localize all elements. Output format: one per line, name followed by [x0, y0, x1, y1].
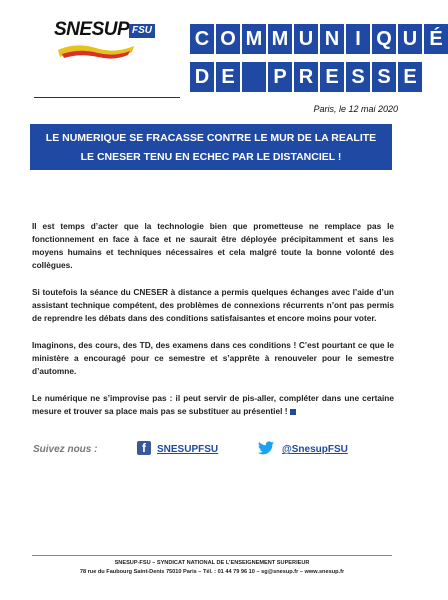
press-body: [32, 220, 394, 432]
logo-text: SNESUP: [54, 19, 130, 40]
end-square-icon: [290, 409, 296, 415]
letter-box: D: [190, 62, 214, 92]
paragraph-4-text: Le numérique ne s’improvise pas : il peut servir de pis-aller, compléter dans une certaine mesure et trouver sa place mais pas se substituer au présentiel !: [32, 393, 394, 416]
facebook-icon[interactable]: f: [137, 441, 151, 455]
letter-box: M: [242, 24, 266, 54]
follow-label: Suivez nous :: [33, 444, 98, 455]
title-line-2: LE CNESER TENU EN ECHEC PAR LE DISTANCIEL !: [80, 151, 342, 163]
letter-box: U: [398, 24, 422, 54]
footer-divider: [32, 555, 392, 556]
letter-box: Q: [372, 24, 396, 54]
twitter-link[interactable]: @SnesupFSU: [282, 444, 348, 455]
paragraph-1: Il est temps d’acter que la technologie bien que prometteuse ne remplace pas le fonctionnement en face à face et ne saurait être déployée précipitamment et sans les moyens humains et techniques nécessaires et cela malgré toute la bonne volonté des collègues.: [32, 221, 394, 270]
facebook-link[interactable]: SNESUPFSU: [157, 444, 219, 455]
letter-box: O: [216, 24, 240, 54]
letter-box: É: [424, 24, 448, 54]
letter-box: E: [320, 62, 344, 92]
title-banner: [30, 124, 392, 170]
paragraph-2: Si toutefois la séance du CNESER à distance a permis quelques échanges avec l’aide d’un assistant technique compétent, des problèmes de connexions récurrents n’ont pas permis de reprendre les débats dans des conditions satisfaisantes et encore moins pour voter.: [32, 287, 394, 323]
logo-swoosh-icon: [56, 42, 136, 60]
presse-heading: [190, 62, 422, 92]
letter-box: M: [268, 24, 292, 54]
snesup-logo: [54, 20, 164, 58]
paragraph-3: Imaginons, des cours, des TD, des examens dans ces conditions ! C’est pourtant ce que le ministère a encouragé pour ce semestre et s’apprête à renouveler pour le semestre d’automne.: [32, 340, 394, 376]
twitter-icon[interactable]: [258, 441, 274, 455]
letter-box: N: [320, 24, 344, 54]
footer-org: SNESUP-FSU – SYNDICAT NATIONAL DE L’ENSEIGNEMENT SUPERIEUR: [114, 560, 310, 566]
press-date: Paris, le 12 mai 2020: [313, 104, 398, 114]
letter-box: R: [294, 62, 318, 92]
logo-badge: FSU: [129, 24, 155, 38]
title-line-1: LE NUMERIQUE SE FRACASSE CONTRE LE MUR DE LA REALITE: [45, 132, 377, 144]
footer-website-link[interactable]: www.snesup.fr: [304, 569, 345, 575]
letter-box: S: [346, 62, 370, 92]
letter-box: E: [398, 62, 422, 92]
letter-box: [242, 62, 266, 92]
footer-email-link[interactable]: sg@snesup.fr: [261, 569, 299, 575]
letter-box: E: [216, 62, 240, 92]
footer-contact: [0, 569, 424, 575]
letter-box: I: [346, 24, 370, 54]
logo-divider: [34, 97, 180, 98]
footer-separator: –: [299, 569, 303, 575]
communique-heading: [190, 24, 448, 54]
footer-address: 78 rue du Faubourg Saint-Denis 75010 Paris – Tél. : 01 44 79 96 10 –: [79, 569, 260, 575]
letter-box: C: [190, 24, 214, 54]
letter-box: P: [268, 62, 292, 92]
letter-box: U: [294, 24, 318, 54]
letter-box: S: [372, 62, 396, 92]
paragraph-4: [32, 392, 394, 418]
